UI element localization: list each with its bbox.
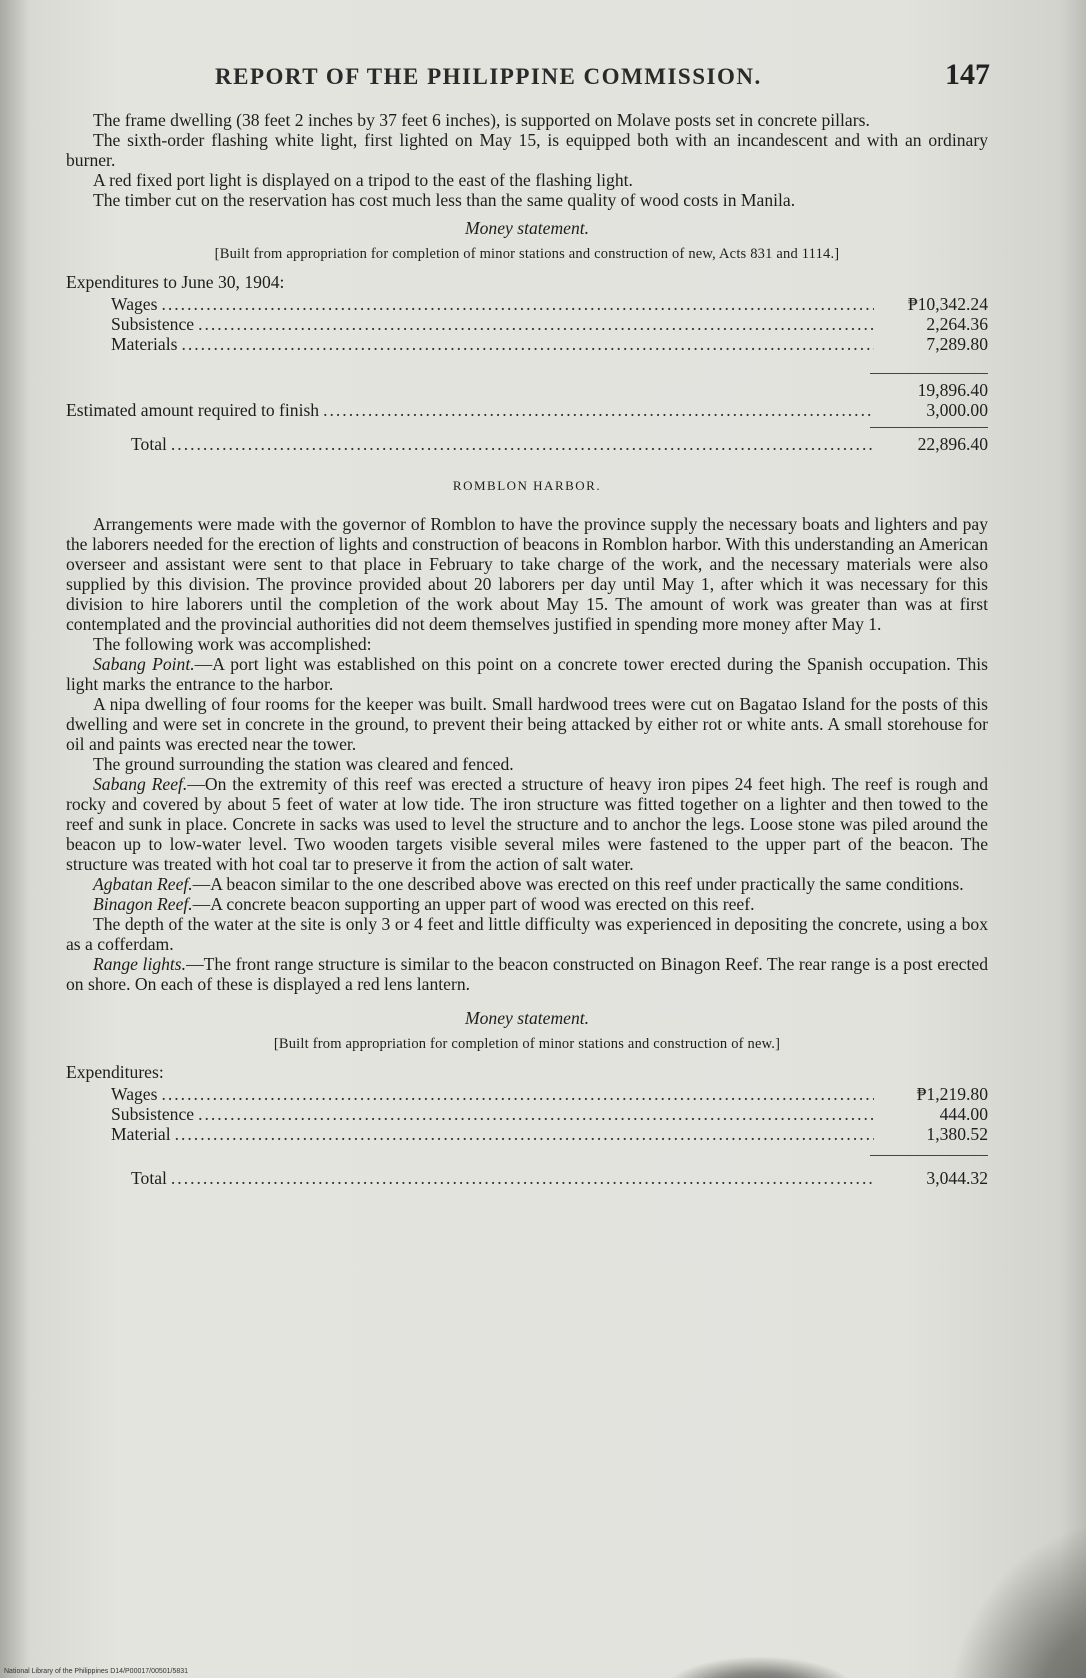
money-statement-table: [66, 272, 988, 454]
intro-paragraph: The timber cut on the reservation has cost much less than the same quality of wood costs in Manila.: [93, 190, 796, 210]
subsection-title: Binagon Reef.: [93, 894, 193, 914]
ledger-amount: 444.00: [939, 1104, 988, 1124]
subsection-title: Sabang Point.: [93, 654, 195, 674]
ledger-subtotal-row: [66, 380, 988, 400]
money-statement-note: [Built from appropriation for completion of minor stations and construction of new, Acts 831 and 1114.]: [214, 246, 840, 262]
intro-paragraph: The frame dwelling (38 feet 2 inches by 37 feet 6 inches), is supported on Molave posts set in concrete pillars.: [93, 110, 870, 130]
page-number: 147: [945, 58, 990, 91]
ledger-total: 3,044.32: [926, 1168, 988, 1188]
ledger-subtotal: 19,896.40: [917, 380, 988, 400]
body-paragraph: A nipa dwelling of four rooms for the keeper was built. Small hardwood trees were cut on Bagatao Island for the posts of this dwelling and were set in concrete in the ground, to prevent their being attacked by either rot or white ants. A small storehouse for oil and paints was erected near the tower.: [66, 694, 988, 754]
ledger-row: [66, 1084, 988, 1104]
money-statement-table: [66, 1062, 988, 1188]
ledger-row: [66, 400, 988, 420]
body-paragraph: Sabang Point.—A port light was established on this point on a concrete tower erected during the Spanish occupation. This light marks the entrance to the harbor.: [66, 654, 988, 694]
scan-shadow: [946, 1518, 1086, 1678]
ledger-amount: 2,264.36: [926, 314, 988, 334]
ledger-amount: ₱10,342.24: [907, 294, 988, 314]
sum-rule: [870, 1155, 988, 1156]
ledger-label: Wages: [111, 294, 158, 314]
ledger-row: [66, 1124, 988, 1144]
subsection-title: Range lights.: [93, 954, 187, 974]
ledger-row: [66, 334, 988, 354]
body-paragraph: The following work was accomplished:: [93, 634, 372, 654]
ledger-row: [66, 1104, 988, 1124]
ledger-label: Materials: [111, 334, 178, 354]
ledger-label: Subsistence: [111, 1104, 195, 1124]
sum-rule: [870, 427, 988, 428]
body-paragraph: Agbatan Reef.—A beacon similar to the one described above was erected on this reef under practically the same conditions.: [93, 874, 964, 894]
body-paragraph: Binagon Reef.—A concrete beacon supporting an upper part of wood was erected on this reef.: [93, 894, 755, 914]
ledger-row: [66, 294, 988, 314]
ledger-total-row: [66, 434, 988, 454]
subsection-title: Agbatan Reef.: [93, 874, 193, 894]
ledger-lead: Expenditures to June 30, 1904:: [66, 272, 285, 292]
ledger-label: Total: [131, 434, 167, 454]
ledger-amount: 1,380.52: [926, 1124, 988, 1144]
body-paragraph: Sabang Reef.—On the extremity of this reef was erected a structure of heavy iron pipes 24 feet high. The reef is rough and rocky and covered by about 5 feet of water at low tide. The iron structure was fitted together on a lighter and then towed to the reef and sunk in place. Concrete in sacks was used to level the structure and to anchor the legs. Loose stone was piled around the beacon up to low-water level. Two wooden targets visible several miles were fastened to the upper part of the beacon. The structure was treated with hot coal tar to preserve it from the action of salt water.: [66, 774, 988, 874]
body-paragraph: Arrangements were made with the governor of Romblon to have the province supply the necessary boats and lighters and pay the laborers needed for the erection of lights and construction of beacons in Romblon harbor. With this understanding an American overseer and assistant were sent to that place in February to take charge of the work, and the necessary materials were also supplied by this division. The province provided about 20 laborers per day until May 1, after which it was necessary for this division to hire laborers until the completion of the work about May 15. The amount of work was greater than was at first contemplated and the provincial authorities did not deem themselves justified in spending more money after May 1.: [66, 514, 988, 634]
body-paragraph: Range lights.—The front range structure is similar to the beacon constructed on Binagon Reef. The rear range is a post erected on shore. On each of these is displayed a red lens lantern.: [66, 954, 988, 994]
ledger-label: Wages: [111, 1084, 158, 1104]
ledger-label: Material: [111, 1124, 171, 1144]
running-head: REPORT OF THE PHILIPPINE COMMISSION.: [215, 64, 762, 89]
ledger-label: Total: [131, 1168, 167, 1188]
ledger-amount: 7,289.80: [926, 334, 988, 354]
intro-paragraph: A red fixed port light is displayed on a tripod to the east of the flashing light.: [93, 170, 633, 190]
ledger-row: [66, 314, 988, 334]
ledger-label: Subsistence: [111, 314, 195, 334]
scan-shadow: [660, 1656, 860, 1678]
money-statement-note: [Built from appropriation for completion of minor stations and construction of new.]: [273, 1036, 781, 1052]
page-body: [66, 110, 988, 1188]
ledger-total-row: [66, 1168, 988, 1188]
page-header: [70, 58, 990, 102]
ledger-label: Estimated amount required to finish: [66, 400, 320, 420]
ledger-amount: 3,000.00: [926, 400, 988, 420]
body-paragraph: The ground surrounding the station was cleared and fenced.: [93, 754, 514, 774]
section-heading: ROMBLON HARBOR.: [452, 478, 602, 493]
intro-paragraph: The sixth-order flashing white light, first lighted on May 15, is equipped both with an incandescent and with an ordinary burner.: [66, 130, 988, 170]
body-paragraph: The depth of the water at the site is only 3 or 4 feet and little difficulty was experienced in depositing the concrete, using a box as a cofferdam.: [66, 914, 988, 954]
ledger-lead: Expenditures:: [66, 1062, 164, 1082]
scan-footer-tag: National Library of the Philippines D14/P00017/00501/5831: [4, 1668, 189, 1675]
ledger-amount: ₱1,219.80: [916, 1084, 988, 1104]
subsection-title: Sabang Reef.: [93, 774, 188, 794]
sum-rule: [870, 373, 988, 374]
money-statement-caption: Money statement.: [464, 1008, 590, 1028]
ledger-total: 22,896.40: [917, 434, 988, 454]
money-statement-caption: Money statement.: [464, 218, 590, 238]
